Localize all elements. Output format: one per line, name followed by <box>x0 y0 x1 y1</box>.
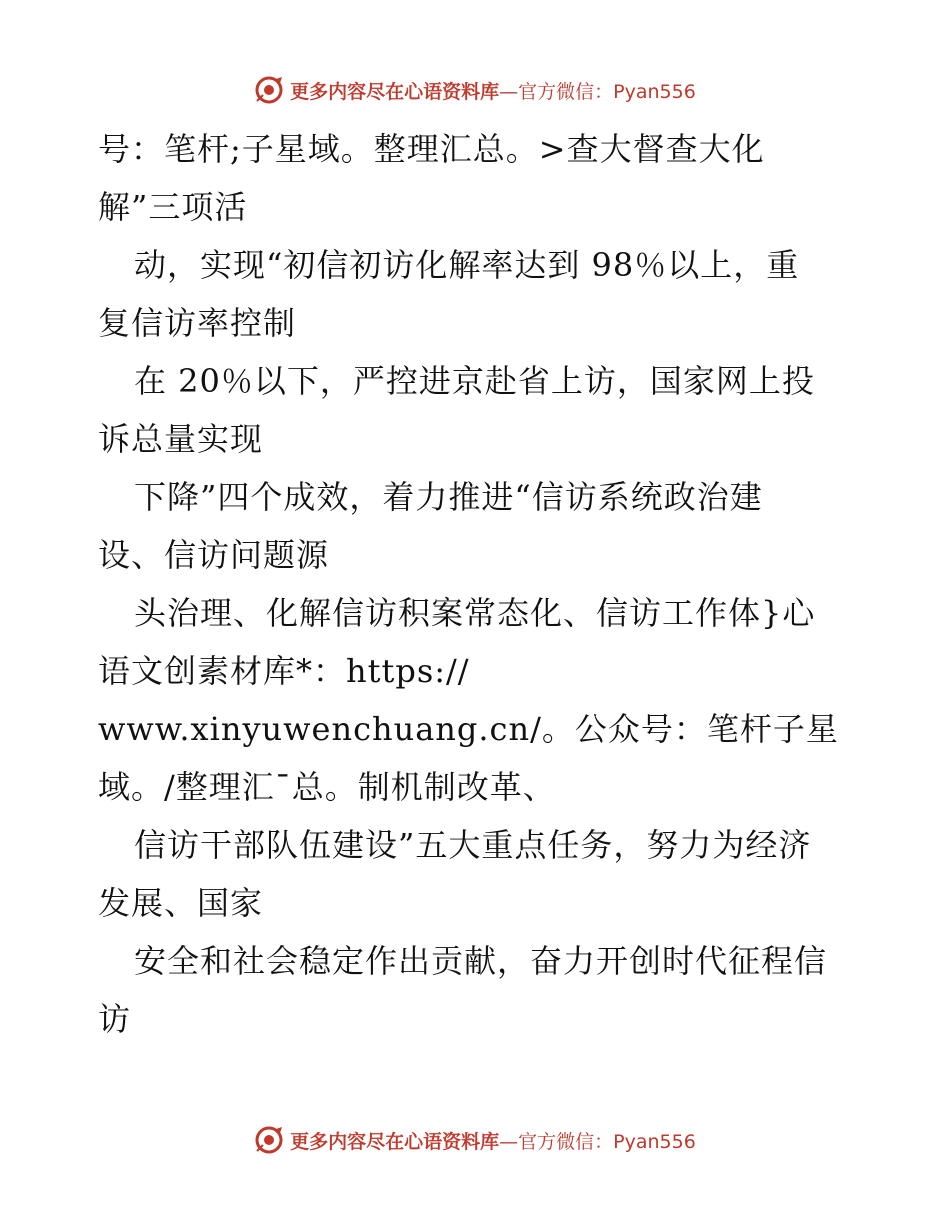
body-line: 诉总量实现 <box>98 420 264 458</box>
body-line: 解”三项活 <box>98 188 248 226</box>
banner-separator: — <box>499 80 519 103</box>
body-line: 在 20％以下，严控进京赴省上访，国家网上投 <box>134 362 815 400</box>
body-line: 信访干部队伍建设”五大重点任务，努力为经济 <box>134 826 812 864</box>
body-line: 下降”四个成效，着力推进“信访系统政治建 <box>134 478 763 516</box>
banner-wechat-text: 官方微信：Pyan556 <box>518 80 696 103</box>
body-line: 发展、国家 <box>98 884 264 922</box>
body-line: 号：笔杆;子星域。整理汇总。>查大督查大化 <box>98 130 765 168</box>
body-line: 动，实现“初信初访化解率达到 98％以上，重 <box>134 246 800 284</box>
banner-separator: — <box>499 1130 519 1153</box>
header-banner <box>0 70 950 110</box>
body-line: 域。/整理汇¯总。制机制改革、 <box>98 768 556 806</box>
banner-wechat-text: 官方微信：Pyan556 <box>518 1130 696 1153</box>
body-line: www.xinyuwenchuang.cn/。公众号：笔杆子星 <box>98 710 839 748</box>
document-body <box>98 120 858 1048</box>
banner-main-text: 更多内容尽在心语资料库 <box>290 1130 500 1153</box>
banner-main-text: 更多内容尽在心语资料库 <box>290 80 500 103</box>
body-line: 语文创素材库*：https:// <box>98 652 470 690</box>
logo-icon <box>254 1125 284 1155</box>
footer-banner <box>0 1120 950 1160</box>
body-line: 复信访率控制 <box>98 304 297 342</box>
logo-icon <box>254 75 284 105</box>
body-line: 头治理、化解信访积案常态化、信访工作体}心 <box>134 594 816 632</box>
body-line: 访 <box>98 1000 132 1038</box>
body-line: 安全和社会稳定作出贡献，奋力开创时代征程信 <box>134 942 828 980</box>
body-line: 设、信访问题源 <box>98 536 330 574</box>
